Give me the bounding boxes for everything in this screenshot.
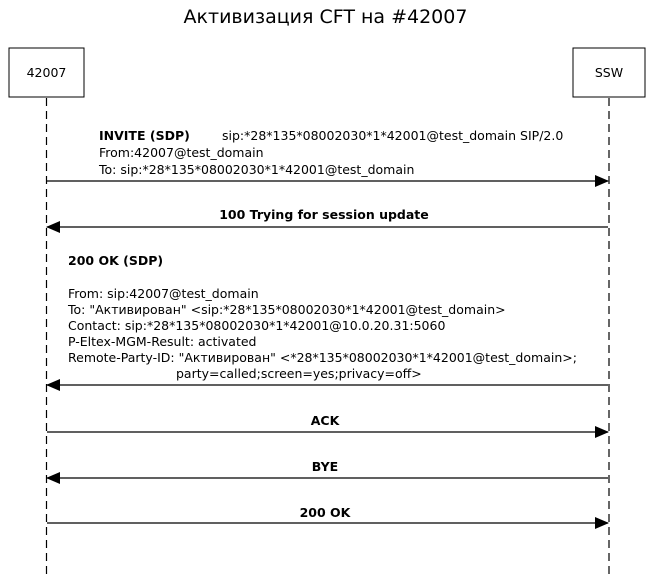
- message-trying: [47, 207, 608, 227]
- ok-sdp-contact-line: Contact: sip:*28*135*08002030*1*42001@10.0.20.31:5060: [68, 318, 446, 333]
- ok-sdp-name: 200 OK (SDP): [68, 253, 164, 268]
- participant-ssw: [573, 48, 645, 97]
- ok-sdp-result-line: P-Eltex-MGM-Result: activated: [68, 334, 257, 349]
- message-ok-final: [47, 505, 608, 523]
- diagram-title: Активизация CFT на #42007: [183, 6, 468, 28]
- ok-final-name: 200 OK: [299, 505, 351, 520]
- message-ack: [47, 413, 608, 432]
- participant-42007: [9, 48, 84, 97]
- ack-name: ACK: [310, 413, 340, 428]
- ok-sdp-rpid-line: Remote-Party-ID: "Активирован" <*28*135*08002030*1*42001@test_domain>;: [68, 350, 577, 365]
- message-invite: [47, 128, 608, 181]
- message-ok-sdp: [47, 253, 608, 385]
- ok-sdp-rpid-params-line: party=called;screen=yes;privacy=off>: [176, 366, 422, 381]
- ok-sdp-to-line: To: "Активирован" <sip:*28*135*08002030*1*42001@test_domain>: [68, 302, 506, 317]
- invite-from-line: From:42007@test_domain: [99, 145, 264, 160]
- ok-sdp-from-line: From: sip:42007@test_domain: [68, 286, 259, 301]
- participant-label-right: SSW: [594, 65, 624, 80]
- bye-name: BYE: [311, 459, 339, 474]
- participant-label-left: 42007: [26, 65, 67, 80]
- invite-to-line: To: sip:*28*135*08002030*1*42001@test_domain: [99, 162, 415, 177]
- trying-name: 100 Trying for session update: [219, 207, 429, 222]
- invite-name: INVITE (SDP): [99, 128, 190, 143]
- invite-request-uri: sip:*28*135*08002030*1*42001@test_domain SIP/2.0: [222, 128, 564, 143]
- message-bye: [47, 459, 608, 478]
